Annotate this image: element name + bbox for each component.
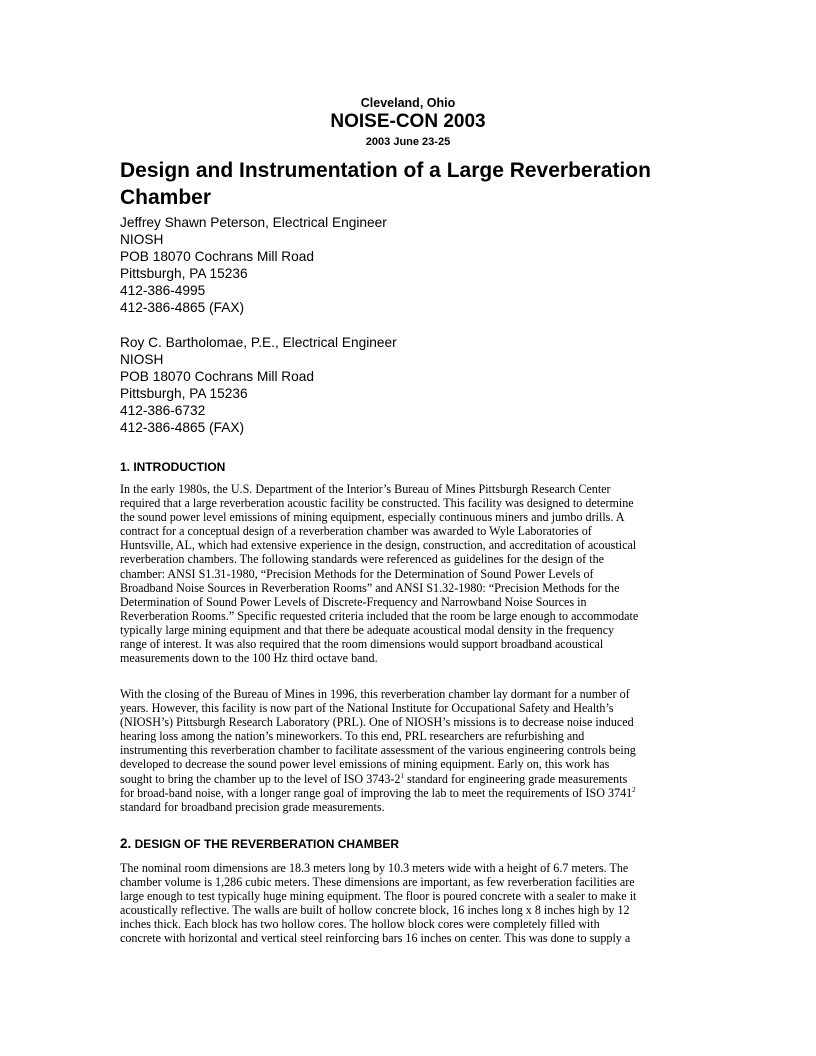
text-line: The nominal room dimensions are 18.3 meters long by 10.3 meters wide with a height of 6.7 meters. The bbox=[120, 861, 629, 875]
author-address: POB 18070 Cochrans Mill Road bbox=[120, 369, 315, 384]
footnote-ref-2: 2 bbox=[632, 785, 636, 794]
author-phone: 412-386-6732 bbox=[120, 403, 206, 418]
text-line: concrete with horizontal and vertical steel reinforcing bars 16 inches on center. This was done to supply a bbox=[120, 931, 631, 946]
conference-name: NOISE-CON 2003 bbox=[330, 111, 486, 132]
author-block bbox=[120, 334, 620, 436]
introduction-paragraph-1 bbox=[120, 482, 698, 665]
text-line: chamber: ANSI S1.31-1980, “Precision Methods for the Determination of Sound Power Levels of bbox=[120, 566, 594, 581]
text-line: the sound power level emissions of mining equipment, especially continuous miners and jumbo drills. A bbox=[120, 510, 625, 525]
text-run: standard for engineering grade measurements bbox=[403, 771, 628, 786]
section-title: DESIGN OF THE REVERBERATION CHAMBER bbox=[131, 837, 400, 851]
author-phone: 412-386-4995 bbox=[120, 283, 206, 298]
text-line: With the closing of the Bureau of Mines in 1996, this reverberation chamber lay dormant for a number of bbox=[120, 687, 630, 701]
design-paragraph-1 bbox=[120, 861, 698, 946]
author-organization: NIOSH bbox=[120, 352, 164, 367]
paper-title-line: Design and Instrumentation of a Large Reverberation bbox=[120, 159, 651, 182]
author-organization: NIOSH bbox=[120, 232, 164, 247]
text-line: measurements down to the 100 Hz third octave band. bbox=[120, 651, 378, 666]
text-line: contract for a conceptual design of a reverberation chamber was awarded to Wyle Laboratories of bbox=[120, 524, 592, 539]
text-line: Broadband Noise Sources in Reverberation Rooms” and ANSI S1.32-1980: “Precision Methods for the bbox=[120, 580, 620, 595]
text-line: instrumenting this reverberation chamber to facilitate assessment of the various engineering controls being bbox=[120, 743, 636, 758]
footnote-ref-1: 1 bbox=[400, 771, 404, 780]
text-line: inches thick. Each block has two hollow cores. The hollow block cores were completely filled with bbox=[120, 917, 600, 932]
text-run: sought to bring the chamber up to the level of ISO 3743-2 bbox=[120, 771, 401, 786]
paper-title bbox=[120, 157, 720, 211]
text-line: large enough to test typically huge mining equipment. The floor is poured concrete with a sealer to make it bbox=[120, 889, 637, 904]
conference-date: 2003 June 23-25 bbox=[365, 136, 451, 148]
paper-title-line: Chamber bbox=[120, 186, 212, 209]
text-line bbox=[120, 786, 698, 800]
text-line: In the early 1980s, the U.S. Department of the Interior’s Bureau of Mines Pittsburgh Research Center bbox=[120, 482, 611, 496]
text-line: hearing loss among the nation’s mineworkers. To this end, PRL researchers are refurbishing and bbox=[120, 729, 585, 744]
text-run: for broad-band noise, with a longer range goal of improving the lab to meet the requirements of ISO 3741 bbox=[120, 785, 633, 800]
text-line: (NIOSH’s) Pittsburgh Research Laboratory (PRL). One of NIOSH’s missions is to decrease noise induced bbox=[120, 715, 634, 730]
conference-city: Cleveland, Ohio bbox=[360, 96, 456, 110]
introduction-paragraph-2 bbox=[120, 687, 698, 814]
text-line: acoustically reflective. The walls are built of hollow concrete block, 16 inches long x 8 inches high by 12 bbox=[120, 903, 630, 918]
text-line: chamber volume is 1,286 cubic meters. These dimensions are important, as few reverberation facilities are bbox=[120, 875, 635, 890]
text-line: typically large mining equipment and that there be adequate acoustical modal density in the frequency bbox=[120, 622, 615, 637]
author-city: Pittsburgh, PA 15236 bbox=[120, 386, 248, 401]
section-heading-introduction: 1. INTRODUCTION bbox=[120, 460, 226, 474]
text-line: years. However, this facility is now part of the National Institute for Occupational Safety and Health’s bbox=[120, 701, 614, 716]
text-line: Reverberation Rooms.” Specific requested criteria included that the room be large enough to accommodate bbox=[120, 608, 639, 623]
text-line: Huntsville, AL, which had extensive experience in the design, construction, and accreditation of acoustical bbox=[120, 538, 637, 553]
author-city: Pittsburgh, PA 15236 bbox=[120, 266, 248, 281]
text-line: Determination of Sound Power Levels of Discrete-Frequency and Narrowband Noise Sources in bbox=[120, 594, 587, 609]
section-heading-design bbox=[120, 836, 399, 852]
section-number: 2. bbox=[120, 836, 132, 851]
author-fax: 412-386-4865 (FAX) bbox=[120, 420, 245, 435]
text-line: standard for broadband precision grade measurements. bbox=[120, 799, 385, 814]
text-line bbox=[120, 772, 698, 786]
text-line: range of interest. It was also required that the room dimensions would support broadband acoustical bbox=[120, 637, 604, 652]
text-line: developed to decrease the sound power level emissions of mining equipment. Early on, this work has bbox=[120, 757, 610, 772]
author-block bbox=[120, 214, 620, 316]
author-name: Jeffrey Shawn Peterson, Electrical Engineer bbox=[120, 215, 387, 230]
author-fax: 412-386-4865 (FAX) bbox=[120, 300, 245, 315]
text-line: reverberation chambers. The following standards were referenced as guidelines for the design of the bbox=[120, 552, 605, 567]
text-line: required that a large reverberation acoustic facility be constructed. This facility was designed to determine bbox=[120, 496, 634, 511]
author-name: Roy C. Bartholomae, P.E., Electrical Engineer bbox=[120, 335, 397, 350]
author-address: POB 18070 Cochrans Mill Road bbox=[120, 249, 315, 264]
